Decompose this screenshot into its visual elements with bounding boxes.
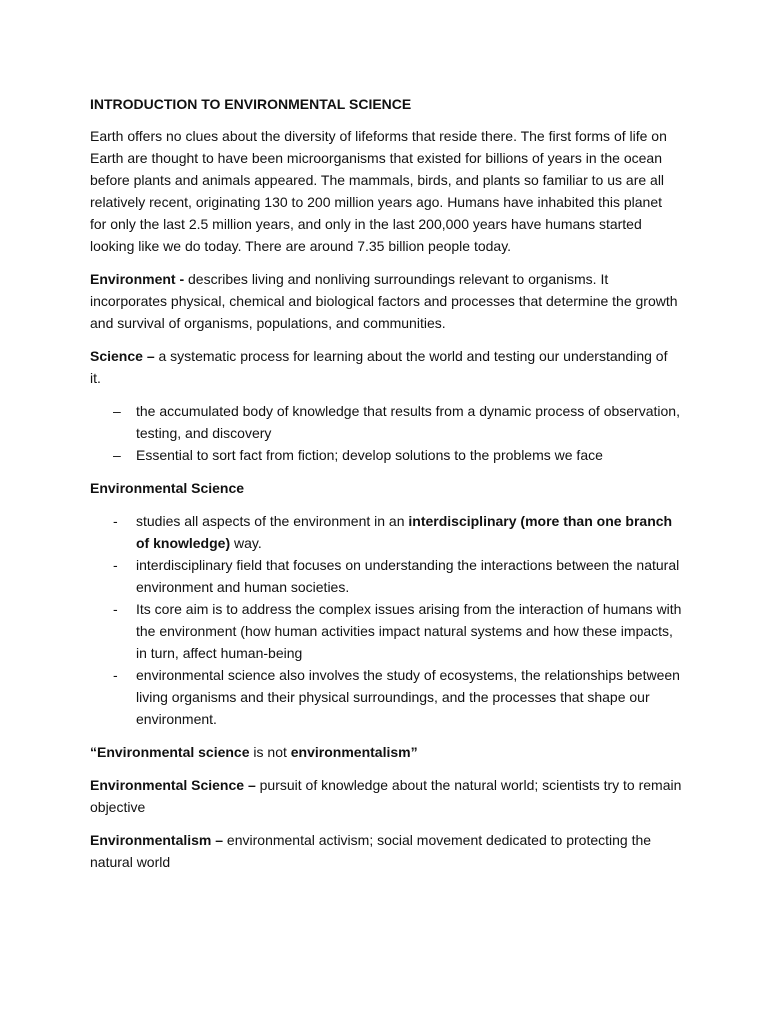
- quote-text: is not: [249, 744, 291, 760]
- list-item-text: Its core aim is to address the complex issues arising from the interaction of humans with the environment (how human activities impact natural systems and how these impacts, in turn, affect human-being: [136, 601, 682, 661]
- env-science-definition: [90, 774, 682, 818]
- list-item: [90, 598, 682, 664]
- list-item: [90, 510, 682, 554]
- environment-term: Environment -: [90, 271, 185, 287]
- quote-line: [90, 741, 682, 763]
- document-title: INTRODUCTION TO ENVIRONMENTAL SCIENCE: [90, 96, 412, 112]
- document-page: [90, 93, 682, 884]
- env-science-list: [90, 510, 682, 730]
- hyphen-marker: -: [113, 557, 118, 573]
- dash-marker: –: [113, 403, 121, 419]
- list-item-text: way.: [230, 535, 262, 551]
- list-item-text: environmental science also involves the study of ecosystems, the relationships between living organisms and their physical surroundings, and the processes that shape our environment.: [136, 667, 680, 727]
- environmentalism-definition: [90, 829, 682, 873]
- hyphen-marker: -: [113, 513, 118, 529]
- quote-bold-2: environmentalism”: [290, 744, 418, 760]
- environmentalism-term: Environmentalism –: [90, 832, 224, 848]
- list-item-text: studies all aspects of the environment in an: [136, 513, 409, 529]
- environmentalism-text: environmental activism; social movement dedicated to protecting the natural world: [90, 832, 652, 870]
- science-term: Science –: [90, 348, 155, 364]
- list-item-text: the accumulated body of knowledge that results from a dynamic process of observation, testing, and discovery: [136, 403, 680, 441]
- list-item: [90, 554, 682, 598]
- science-list: [90, 400, 682, 466]
- hyphen-marker: -: [113, 601, 118, 617]
- science-text: a systematic process for learning about the world and testing our understanding of it.: [90, 348, 668, 386]
- list-item-text: Essential to sort fact from fiction; develop solutions to the problems we face: [136, 447, 603, 463]
- list-item-bold: interdisciplinary (more than one branch of knowledge): [136, 513, 673, 551]
- dash-marker: –: [113, 447, 121, 463]
- quote-bold-1: “Environmental science: [90, 744, 250, 760]
- intro-paragraph: Earth offers no clues about the diversity of lifeforms that reside there. The first forms of life on Earth are thought to have been microorganisms that existed for billions of years in the ocean before plants and animals appeared. The mammals, birds, and plants so familiar to us are all relatively recent, originating 130 to 200 million years ago. Humans have inhabited this planet for only the last 2.5 million years, and only in the last 200,000 years have humans started looking like we do today. There are around 7.35 billion people today.: [90, 128, 667, 254]
- env-science-text: pursuit of knowledge about the natural world; scientists try to remain objective: [90, 777, 682, 815]
- hyphen-marker: -: [113, 667, 118, 683]
- list-item: [90, 444, 682, 466]
- science-definition: [90, 345, 682, 389]
- list-item: [90, 400, 682, 444]
- env-science-heading: Environmental Science: [90, 480, 245, 496]
- env-science-term: Environmental Science –: [90, 777, 256, 793]
- list-item-text: interdisciplinary field that focuses on understanding the interactions between the natural environment and human societies.: [136, 557, 680, 595]
- environment-text: describes living and nonliving surroundings relevant to organisms. It incorporates physical, chemical and biological factors and processes that determine the growth and survival of organisms, populations, and communities.: [90, 271, 678, 331]
- list-item: [90, 664, 682, 730]
- environment-definition: [90, 268, 682, 334]
